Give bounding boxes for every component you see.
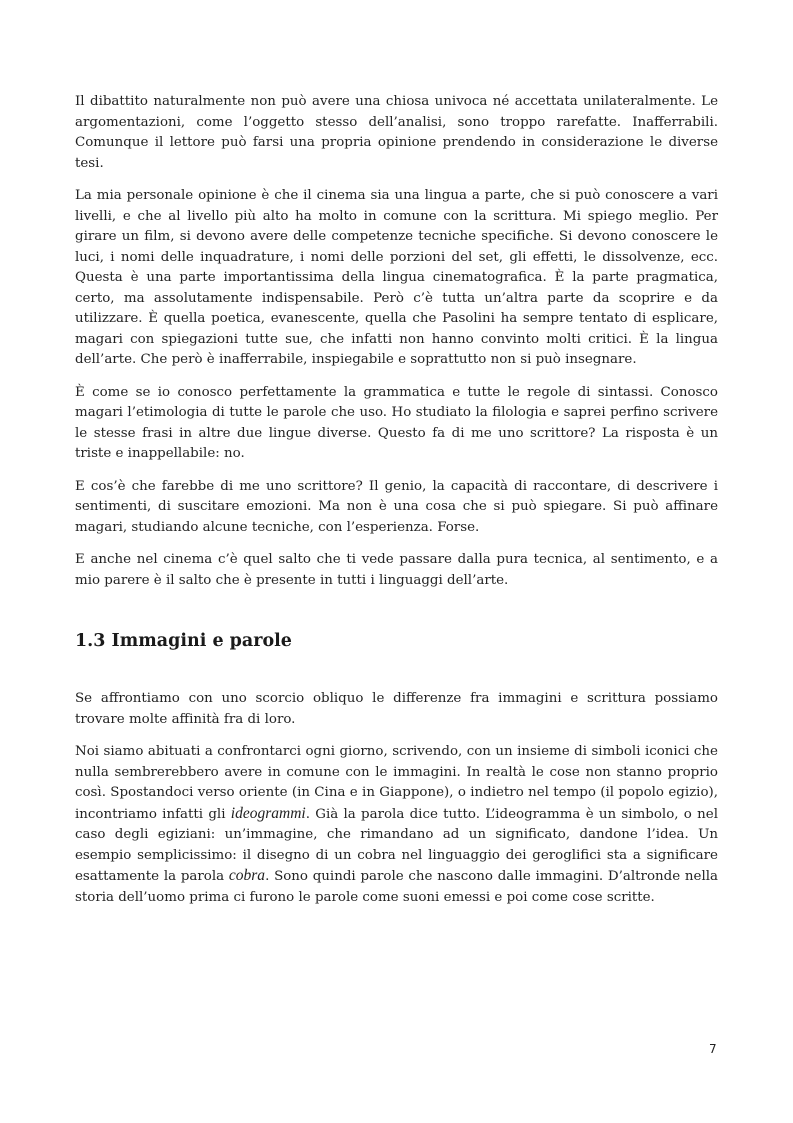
paragraph-text: Noi siamo abituati a confrontarci ogni giorno, scrivendo, con un insieme di simboli iconici che nulla sembrerebbero avere in comune con le immagini. In realtà le cose non stanno proprio così. Spostandoci verso oriente (in Cina e in Giappone), o indietro nel tempo (il popolo egizio), incontriamo infatti gli <box>75 744 718 822</box>
document-body <box>75 92 718 920</box>
emphasis-ideogrammi: ideogrammi <box>230 804 306 822</box>
emphasis-cobra: cobra <box>228 867 266 884</box>
paragraph-text: . Sono quindi parole che nascono dalle immagini. D’altronde nella storia dell’uomo prima ci furono le parole come suoni emessi e poi come cose scritte. <box>75 869 718 905</box>
paragraph: E anche nel cinema c’è quel salto che ti vede passare dalla pura tecnica, al sentimento, e a mio parere è il salto che è presente in tutti i linguaggi dell’arte. <box>75 552 718 588</box>
paragraph <box>75 742 718 908</box>
paragraph: Il dibattito naturalmente non può avere una chiosa univoca né accettata unilateralmente. Le argomentazioni, come l’oggetto stesso dell’analisi, sono troppo rarefatte. Inafferrabili. Comunque il lettore può farsi una propria opinione prendendo in considerazione le diverse tesi. <box>75 94 718 171</box>
paragraph-text: . Già la parola dice tutto. L’ideogramma è un simbolo, o nel caso degli egiziani: un’immagine, che rimandano ad un significato, dandone l’idea. Un esempio semplicissimo: il disegno di un cobra nel linguaggio dei geroglifici sta a significare esattamente la parola <box>75 806 718 884</box>
paragraph: Se affrontiamo con uno scorcio obliquo le differenze fra immagini e scrittura possiamo trovare molte affinità fra di loro. <box>75 691 718 727</box>
section-heading: 1.3 Immagini e parole <box>75 631 292 651</box>
paragraph: È come se io conosco perfettamente la grammatica e tutte le regole di sintassi. Conosco magari l’etimologia di tutte le parole che uso. Ho studiato la filologia e saprei perfino scrivere le stesse frasi in altre due lingue diverse. Questo fa di me uno scrittore? La risposta è un triste e inappellabile: no. <box>75 384 718 461</box>
paragraph: E cos’è che farebbe di me uno scrittore? Il genio, la capacità di raccontare, di descrivere i sentimenti, di suscitare emozioni. Ma non è una cosa che si può spiegare. Si può affinare magari, studiando alcune tecniche, con l’esperienza. Forse. <box>75 478 718 535</box>
paragraph: La mia personale opinione è che il cinema sia una lingua a parte, che si può conoscere a vari livelli, e che al livello più alto ha molto in comune con la scrittura. Mi spiego meglio. Per girare un film, si devono avere delle competenze tecniche specifiche. Si devono conoscere le luci, i nomi delle inquadrature, i nomi delle porzioni del set, gli effetti, le dissolvenze, ecc. Questa è una parte importantissima della lingua cinematografica. È la parte pragmatica, certo, ma assolutamente indispensabile. Però c’è tutta un’altra parte da scoprire e da utilizzare. È quella poetica, evanescente, quella che Pasolini ha sempre tentato di esplicare, magari con spiegazioni tutte sue, che infatti non hanno convinto molti critici. È la lingua dell’arte. Che però è inafferrabile, inspiegabile e soprattutto non si può insegnare. <box>75 188 718 367</box>
page-number: 7 <box>709 1042 717 1056</box>
